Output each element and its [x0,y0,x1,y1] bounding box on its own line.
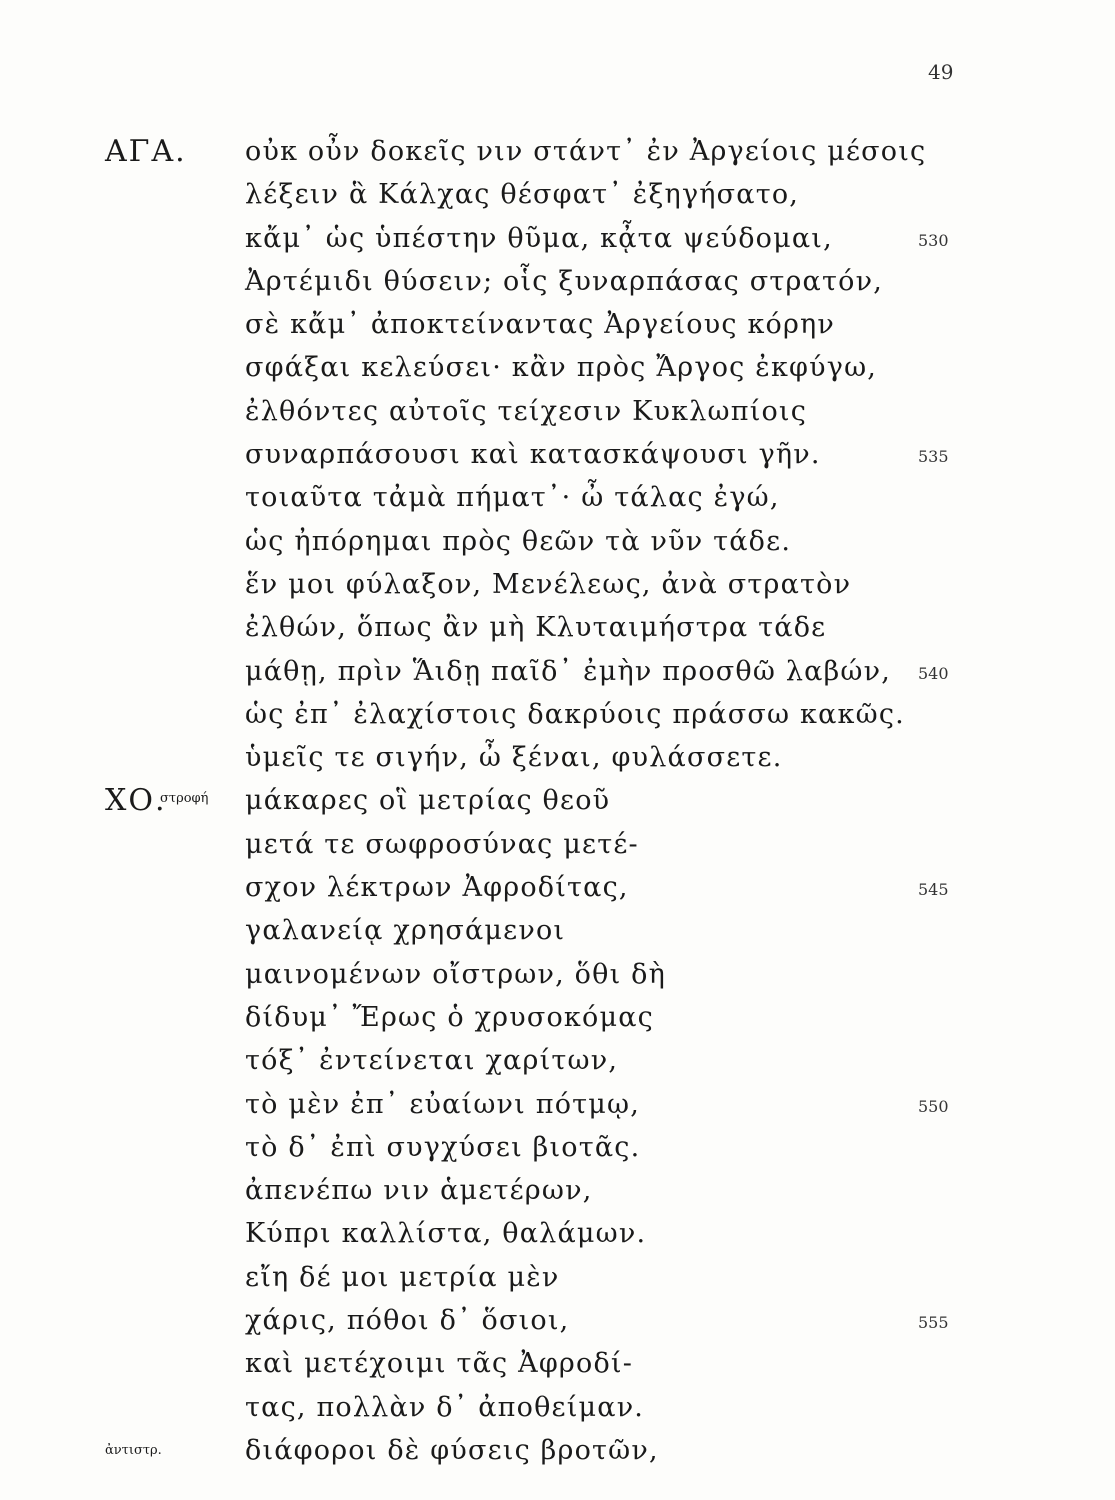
verse-line [0,1083,1115,1126]
verse-text: σὲ κἄμ᾽ ἀποκτείναντας Ἀργείους κόρην [245,309,836,341]
verse-text: ἕν μοι φύλαξον, Μενέλεως, ἀνὰ στρατὸν [245,568,852,600]
verse-text: ὡς ἠπόρημαι πρὸς θεῶν τὰ νῦν τάδε. [245,525,792,557]
verse-text-block [0,130,1115,1472]
verse-text: τας, πολλὰν δ᾽ ἀποθείμαν. [245,1391,645,1423]
verse-text: σφάξαι κελεύσει· κἂν πρὸς Ἄργος ἐκφύγω, [245,352,878,384]
verse-text: εἴη δέ μοι μετρία μὲν [245,1261,560,1293]
verse-line [0,476,1115,519]
verse-line [0,1212,1115,1255]
verse-text: τόξ᾽ ἐντείνεται χαρίτων, [245,1045,619,1077]
verse-text: καὶ μετέχοιμι τᾶς Ἀφροδί- [245,1348,634,1380]
verse-line [0,1039,1115,1082]
verse-line [0,693,1115,736]
strophe-label: στροφή [160,791,209,807]
verse-text: κἄμ᾽ ὡς ὑπέστην θῦμα, κᾆτα ψεύδομαι, [245,222,833,254]
verse-text: μάκαρες οἳ μετρίας θεοῦ [245,785,611,817]
verse-text: σχον λέκτρων Ἀφροδίτας, [245,872,629,904]
line-number: 555 [918,1313,949,1333]
verse-line [0,996,1115,1039]
verse-line [0,606,1115,649]
verse-text: μετά τε σωφροσύνας μετέ- [245,828,639,860]
verse-text: χάρις, πόθοι δ᾽ ὅσιοι, [245,1305,570,1337]
speaker-label: ΧΟ. [105,783,167,819]
verse-text: οὐκ οὖν δοκεῖς νιν στάντ᾽ ἐν Ἀργείοις μέσοις [245,136,927,167]
verse-text: ἐλθόντες αὐτοῖς τείχεσιν Κυκλωπίοις [245,395,808,427]
verse-line [0,303,1115,346]
verse-line [0,1299,1115,1342]
verse-line [0,823,1115,866]
line-number: 550 [918,1096,949,1116]
verse-text: ἀπενέπω νιν ἁμετέρων, [245,1175,593,1207]
verse-line [0,1256,1115,1299]
verse-line [0,1342,1115,1385]
verse-line [0,346,1115,389]
line-number: 530 [918,230,949,250]
verse-line [0,953,1115,996]
verse-line [0,650,1115,693]
verse-text: ὑμεῖς τε σιγήν, ὦ ξέναι, φυλάσσετε. [245,742,783,774]
verse-line [0,130,1115,173]
verse-line [0,563,1115,606]
verse-line [0,1126,1115,1169]
verse-line [0,736,1115,779]
verse-text: τοιαῦτα τἀμὰ πήματ᾽· ὦ τάλας ἐγώ, [245,482,780,514]
verse-line [0,433,1115,476]
verse-text: λέξειν ἃ Κάλχας θέσφατ᾽ ἐξηγήσατο, [245,179,800,211]
verse-text: μαινομένων οἴστρων, ὅθι δὴ [245,958,666,990]
verse-text: δίδυμ᾽ Ἔρως ὁ χρυσοκόμας [245,1001,654,1033]
verse-text: γαλανείᾳ χρησάμενοι [245,915,566,947]
verse-line [0,1429,1115,1472]
verse-line [0,260,1115,303]
verse-text: μάθῃ, πρὶν Ἅιδῃ παῖδ᾽ ἐμὴν προσθῶ λαβών, [245,655,892,687]
verse-text: τὸ μὲν ἐπ᾽ εὐαίωνι πότμῳ, [245,1088,641,1120]
line-number: 540 [918,663,949,683]
verse-text: ἐλθών, ὅπως ἂν μὴ Κλυταιμήστρα τάδε [245,612,827,644]
verse-text: Κύπρι καλλίστα, θαλάμων. [245,1218,647,1250]
verse-line [0,520,1115,563]
speaker-label: ΑΓΑ. [105,134,187,169]
page-number: 49 [928,60,954,84]
verse-text: συναρπάσουσι καὶ κατασκάψουσι γῆν. [245,439,821,471]
verse-line [0,1169,1115,1212]
verse-line [0,1386,1115,1429]
verse-line [0,779,1115,822]
verse-text: τὸ δ᾽ ἐπὶ συγχύσει βιοτᾶς. [245,1131,641,1163]
verse-line [0,909,1115,952]
verse-line [0,866,1115,909]
line-number: 535 [918,447,949,467]
verse-text: Ἀρτέμιδι θύσειν; οἷς ξυναρπάσας στρατόν, [245,265,883,297]
line-number: 545 [918,880,949,900]
antistrophe-label: ἀντιστρ. [105,1442,162,1458]
verse-text: ὡς ἐπ᾽ ἐλαχίστοις δακρύοις πράσσω κακῶς. [245,698,905,730]
verse-line [0,390,1115,433]
verse-line [0,217,1115,260]
verse-line [0,173,1115,216]
verse-text: διάφοροι δὲ φύσεις βροτῶν, [245,1434,659,1466]
